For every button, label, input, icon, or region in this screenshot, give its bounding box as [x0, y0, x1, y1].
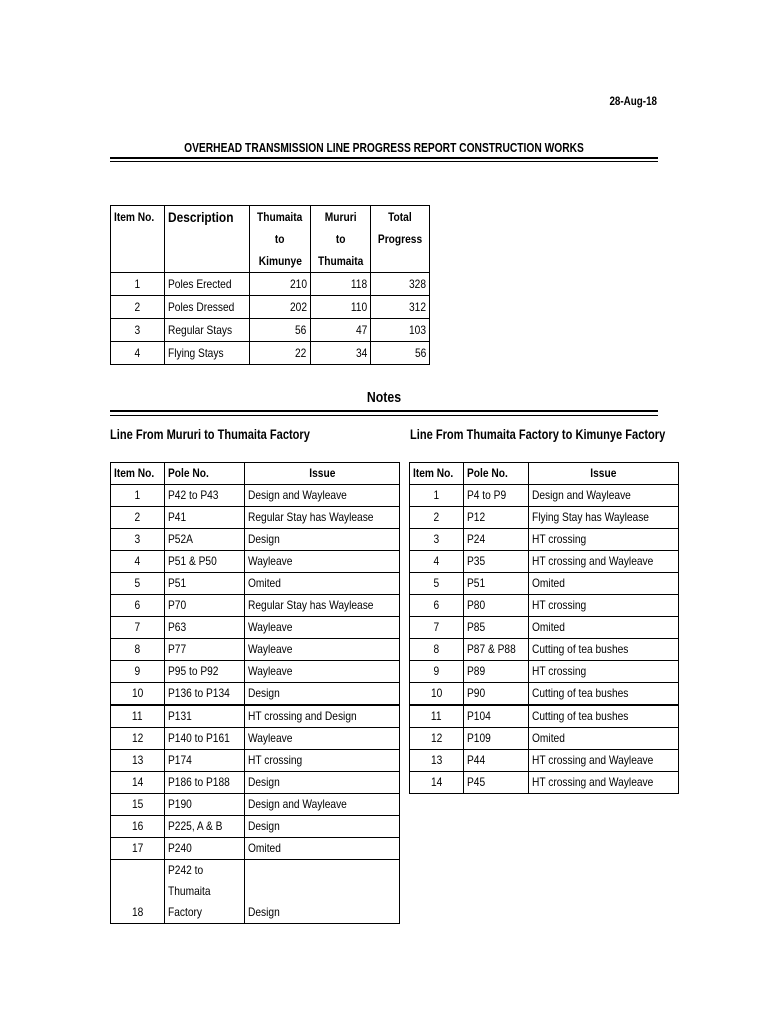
item-number: 14	[410, 772, 464, 794]
item-number: 12	[111, 728, 165, 750]
progress-header-thumaita-kimunye: Thumaita to Kimunye	[250, 206, 310, 273]
item-number: 18	[111, 860, 165, 924]
item-number: 15	[111, 794, 165, 816]
description-cell: Poles Dressed	[165, 296, 250, 319]
left-header-row	[111, 463, 400, 485]
pole-number: P24	[464, 529, 528, 551]
mururi-thumaita-value: 110	[310, 296, 370, 319]
issue-cell: Cutting of tea bushes	[528, 639, 678, 661]
item-number: 4	[111, 342, 165, 365]
total-progress-value: 56	[371, 342, 430, 365]
table-row	[410, 551, 679, 573]
item-number: 17	[111, 838, 165, 860]
table-row	[111, 816, 400, 838]
item-number: 1	[410, 485, 464, 507]
table-row	[111, 661, 400, 683]
issue-cell: Omited	[528, 617, 678, 639]
issue-cell: Regular Stay has Waylease	[245, 507, 400, 529]
item-number: 14	[111, 772, 165, 794]
pole-number: P63	[165, 617, 245, 639]
table-row	[410, 485, 679, 507]
table-row	[111, 750, 400, 772]
pole-number: P87 & P88	[464, 639, 528, 661]
right-header-row	[410, 463, 679, 485]
item-number: 8	[410, 639, 464, 661]
item-number: 6	[111, 595, 165, 617]
issue-cell: Omited	[245, 573, 400, 595]
issue-cell: Design	[245, 816, 400, 838]
pole-number: P242 to Thumaita Factory	[165, 860, 245, 924]
pole-number: P77	[165, 639, 245, 661]
issue-cell: Omited	[528, 728, 678, 750]
item-number: 8	[111, 639, 165, 661]
issue-cell: Omited	[245, 838, 400, 860]
issue-cell: HT crossing and Wayleave	[528, 551, 678, 573]
pole-number: P80	[464, 595, 528, 617]
table-row	[111, 273, 430, 296]
item-number: 4	[111, 551, 165, 573]
item-number: 11	[111, 705, 165, 728]
item-number: 13	[111, 750, 165, 772]
item-number: 11	[410, 705, 464, 728]
item-number: 4	[410, 551, 464, 573]
item-number: 16	[111, 816, 165, 838]
table-row	[410, 639, 679, 661]
total-progress-value: 328	[371, 273, 430, 296]
total-progress-value: 103	[371, 319, 430, 342]
pole-number: P174	[165, 750, 245, 772]
notes-rule-thick	[110, 410, 658, 412]
item-number: 13	[410, 750, 464, 772]
item-number: 1	[111, 273, 165, 296]
table-row	[111, 296, 430, 319]
table-row	[111, 507, 400, 529]
notes-heading: Notes	[366, 389, 402, 406]
item-number: 10	[410, 683, 464, 706]
issue-cell: Design	[245, 529, 400, 551]
issue-cell: HT crossing	[528, 661, 678, 683]
table-row	[111, 705, 400, 728]
table-row	[111, 838, 400, 860]
table-row	[410, 772, 679, 794]
pole-number: P89	[464, 661, 528, 683]
table-row	[111, 573, 400, 595]
description-cell: Poles Erected	[165, 273, 250, 296]
issue-cell: HT crossing and Wayleave	[528, 750, 678, 772]
right-section-heading: Line From Thumaita Factory to Kimunye Factory	[410, 427, 666, 442]
table-row	[111, 617, 400, 639]
total-progress-value: 312	[371, 296, 430, 319]
issue-cell: Wayleave	[245, 551, 400, 573]
item-number: 9	[410, 661, 464, 683]
table-row	[410, 529, 679, 551]
table-row	[111, 595, 400, 617]
issue-cell: Wayleave	[245, 639, 400, 661]
issue-cell: Design	[245, 860, 400, 924]
pole-number: P109	[464, 728, 528, 750]
issue-cell: HT crossing and Wayleave	[528, 772, 678, 794]
issue-cell: Design and Wayleave	[245, 794, 400, 816]
table-row	[111, 529, 400, 551]
mururi-thumaita-value: 34	[310, 342, 370, 365]
item-number: 2	[111, 507, 165, 529]
item-number: 7	[111, 617, 165, 639]
table-row	[111, 319, 430, 342]
issue-cell: Cutting of tea bushes	[528, 683, 678, 706]
issue-cell: HT crossing	[528, 529, 678, 551]
table-row	[111, 639, 400, 661]
table-row	[410, 683, 679, 706]
issue-cell: HT crossing	[245, 750, 400, 772]
pole-number: P51	[165, 573, 245, 595]
mururi-thumaita-value: 118	[310, 273, 370, 296]
pole-number: P85	[464, 617, 528, 639]
table-row	[410, 750, 679, 772]
pole-number: P4 to P9	[464, 485, 528, 507]
table-row	[410, 661, 679, 683]
pole-number: P35	[464, 551, 528, 573]
description-cell: Flying Stays	[165, 342, 250, 365]
pole-number: P95 to P92	[165, 661, 245, 683]
pole-number: P225, A & B	[165, 816, 245, 838]
item-number: 1	[111, 485, 165, 507]
report-title: OVERHEAD TRANSMISSION LINE PROGRESS REPORT CONSTRUCTION WORKS	[184, 141, 584, 155]
pole-number: P190	[165, 794, 245, 816]
right-issues-table	[409, 462, 679, 794]
item-number: 7	[410, 617, 464, 639]
pole-number: P42 to P43	[165, 485, 245, 507]
thumaita-kimunye-value: 22	[250, 342, 310, 365]
pole-number: P104	[464, 705, 528, 728]
table-row	[111, 342, 430, 365]
progress-header-row	[111, 206, 430, 273]
title-rule-thin	[110, 161, 658, 162]
issue-cell: Flying Stay has Waylease	[528, 507, 678, 529]
item-number: 3	[111, 319, 165, 342]
item-number: 9	[111, 661, 165, 683]
report-date: 28-Aug-18	[609, 94, 657, 108]
right-header-item: Item No.	[410, 463, 464, 485]
pole-number: P136 to P134	[165, 683, 245, 706]
table-row	[410, 705, 679, 728]
pole-number: P90	[464, 683, 528, 706]
issue-cell: Design and Wayleave	[245, 485, 400, 507]
right-header-pole: Pole No.	[464, 463, 528, 485]
item-number: 2	[410, 507, 464, 529]
pole-number: P51	[464, 573, 528, 595]
table-row	[111, 772, 400, 794]
issue-cell: Regular Stay has Waylease	[245, 595, 400, 617]
progress-header-item: Item No.	[111, 206, 165, 273]
pole-number: P52A	[165, 529, 245, 551]
pole-number: P186 to P188	[165, 772, 245, 794]
item-number: 5	[410, 573, 464, 595]
item-number: 3	[410, 529, 464, 551]
progress-table	[110, 205, 430, 365]
left-header-issue: Issue	[245, 463, 400, 485]
pole-number: P140 to P161	[165, 728, 245, 750]
left-section-heading: Line From Mururi to Thumaita Factory	[110, 427, 310, 442]
notes-rule-thin	[110, 415, 658, 416]
pole-number: P131	[165, 705, 245, 728]
progress-header-total: Total Progress	[371, 206, 430, 273]
table-row	[111, 860, 400, 924]
item-number: 2	[111, 296, 165, 319]
table-row	[111, 551, 400, 573]
issue-cell: Wayleave	[245, 661, 400, 683]
title-rule-thick	[110, 157, 658, 159]
item-number: 5	[111, 573, 165, 595]
left-header-item: Item No.	[111, 463, 165, 485]
pole-number: P51 & P50	[165, 551, 245, 573]
mururi-thumaita-value: 47	[310, 319, 370, 342]
progress-header-description: Description	[165, 206, 250, 273]
table-row	[111, 683, 400, 706]
issue-cell: Omited	[528, 573, 678, 595]
left-header-pole: Pole No.	[165, 463, 245, 485]
thumaita-kimunye-value: 210	[250, 273, 310, 296]
pole-number: P12	[464, 507, 528, 529]
progress-header-mururi-thumaita: Mururi to Thumaita	[310, 206, 370, 273]
description-cell: Regular Stays	[165, 319, 250, 342]
item-number: 3	[111, 529, 165, 551]
issue-cell: HT crossing and Design	[245, 705, 400, 728]
table-row	[410, 573, 679, 595]
issue-cell: Wayleave	[245, 617, 400, 639]
table-row	[111, 485, 400, 507]
issue-cell: Wayleave	[245, 728, 400, 750]
issue-cell: Design	[245, 683, 400, 706]
issue-cell: Design	[245, 772, 400, 794]
thumaita-kimunye-value: 202	[250, 296, 310, 319]
pole-number: P41	[165, 507, 245, 529]
table-row	[410, 728, 679, 750]
issue-cell: HT crossing	[528, 595, 678, 617]
right-header-issue: Issue	[528, 463, 678, 485]
issue-cell: Cutting of tea bushes	[528, 705, 678, 728]
item-number: 6	[410, 595, 464, 617]
item-number: 10	[111, 683, 165, 706]
table-row	[410, 595, 679, 617]
thumaita-kimunye-value: 56	[250, 319, 310, 342]
left-issues-table	[110, 462, 400, 924]
issue-cell: Design and Wayleave	[528, 485, 678, 507]
table-row	[111, 794, 400, 816]
pole-number: P70	[165, 595, 245, 617]
table-row	[410, 507, 679, 529]
pole-number: P240	[165, 838, 245, 860]
pole-number: P45	[464, 772, 528, 794]
table-row	[111, 728, 400, 750]
table-row	[410, 617, 679, 639]
item-number: 12	[410, 728, 464, 750]
pole-number: P44	[464, 750, 528, 772]
